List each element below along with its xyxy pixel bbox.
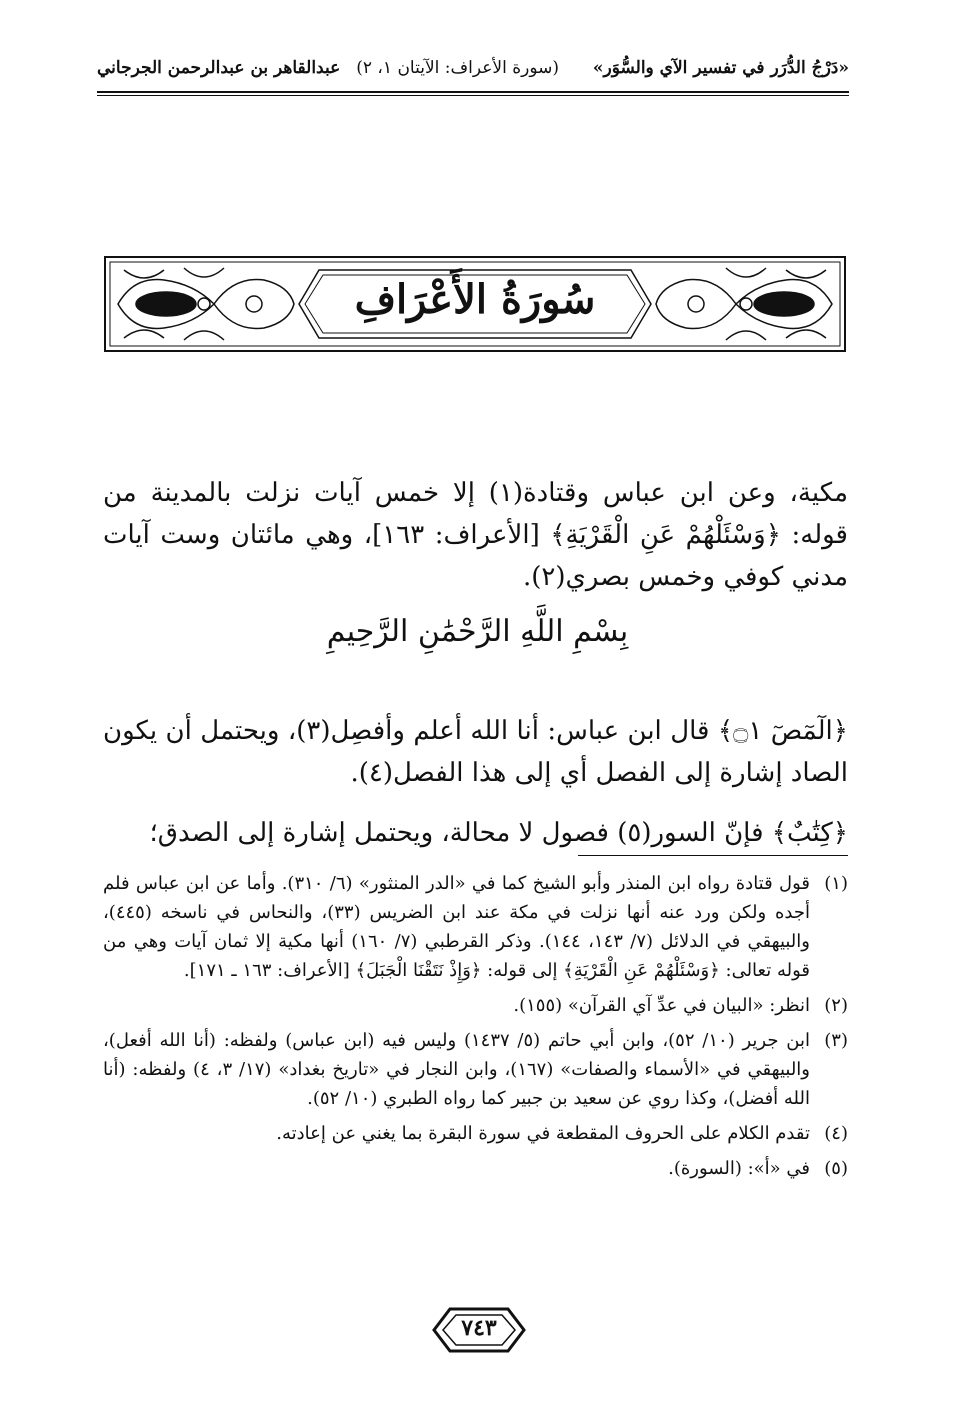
footnote-number: (٤) [824,1123,848,1144]
surah-title: سُورَةُ الأَعْرَافِ [354,276,596,323]
basmala: بِسْمِ اللَّهِ الرَّحْمَٰنِ الرَّحِيمِ [326,614,629,649]
footnote-text: ابن جرير (١٠/ ٥٢)، وابن أبي حاتم (٥/ ١٤٣٧) وليس فيه (ابن عباس) ولفظه: (أنا الله أفعل)، والبيهقي في «الأسماء والصفات» (١٦٧)، وابن النجار في «تاريخ بغداد» (١٧/ ٣، ٤) ولفظه: (أنا الله أفضل)، وكذا روي عن سعيد بن جبير كما رواه الطبري (١٠/ ٥٢). [103,1030,810,1109]
footnote-text: في «أ»: (السورة). [668,1158,810,1179]
header-rule-thick [97,91,849,93]
header-rule-thin [97,95,849,96]
section-reference: (سورة الأعراف: الآيتان ١، ٢) [356,58,559,78]
footnotes [103,869,848,1189]
footnote-number: (١) [824,873,848,894]
footnote-5 [103,1154,848,1183]
page-number-ornament [430,1305,528,1355]
footnote-number: (٢) [824,995,848,1016]
footnote-2 [103,991,848,1020]
footnote-text: تقدم الكلام على الحروف المقطعة في سورة البقرة بما يغني عن إعادته. [276,1123,810,1144]
book-title: «دَرْجُ الدُّرَر في تفسير الآي والسُّوَر» [592,58,849,78]
footnote-separator [578,855,848,856]
page-number: ٧٤٣ [461,1315,497,1341]
running-head [97,58,849,88]
footnote-number: (٣) [824,1030,848,1051]
author-name: عبدالقاهر بن عبدالرحمن الجرجاني [97,58,341,78]
footnote-text: قول قتادة رواه ابن المنذر وأبو الشيخ كما في «الدر المنثور» (٦/ ٣١٠). وأما عن ابن عباس فلم أجده ولكن ورد عنه أنها نزلت في مكة عند ابن الضريس (٣٣)، والنحاس في ناسخه (٤٤٥)، والبيهقي في الدلائل (٧/ ١٤٣، ١٤٤). وذكر القرطبي (٧/ ١٦٠) أنها مكية إلا ثمان آيات وهي من قوله تعالى: ﴿وَسْئَلْهُمْ عَنِ الْقَرْيَةِ﴾ إلى قوله: ﴿وَإِذْ نَتَقْنَا الْجَبَلَ﴾ [الأعراف: ١٦٣ ـ ١٧١]. [103,873,811,981]
tafsir-paragraph-1: ﴿الٓمٓصٓ ۝١﴾ قال ابن عباس: أنا الله أعلم وأفصِل(٣)، ويحتمل أن يكون الصاد إشارة إلى الفصل أي إلى هذا الفصل(٤). [103,716,848,788]
footnote-1 [103,869,848,985]
tafsir-paragraph-2: ﴿كِتَٰبٌ﴾ فإنّ السور(٥) فصول لا محالة، ويحتمل إشارة إلى الصدق؛ [149,818,848,848]
footnote-text: انظر: «البيان في عدِّ آي القرآن» (١٥٥). [513,995,810,1016]
surah-introduction: مكية، وعن ابن عباس وقتادة(١) إلا خمس آيات نزلت بالمدينة من قوله: ﴿وَسْئَلْهُمْ عَنِ الْقَرْيَةِ﴾ [الأعراف: ١٦٣]، وهي مائتان وست آيات مدني كوفي وخمس بصري(٢). [103,478,848,592]
surah-banner [104,256,846,352]
footnote-4 [103,1119,848,1148]
footnote-number: (٥) [824,1158,848,1179]
footnote-3 [103,1026,848,1113]
